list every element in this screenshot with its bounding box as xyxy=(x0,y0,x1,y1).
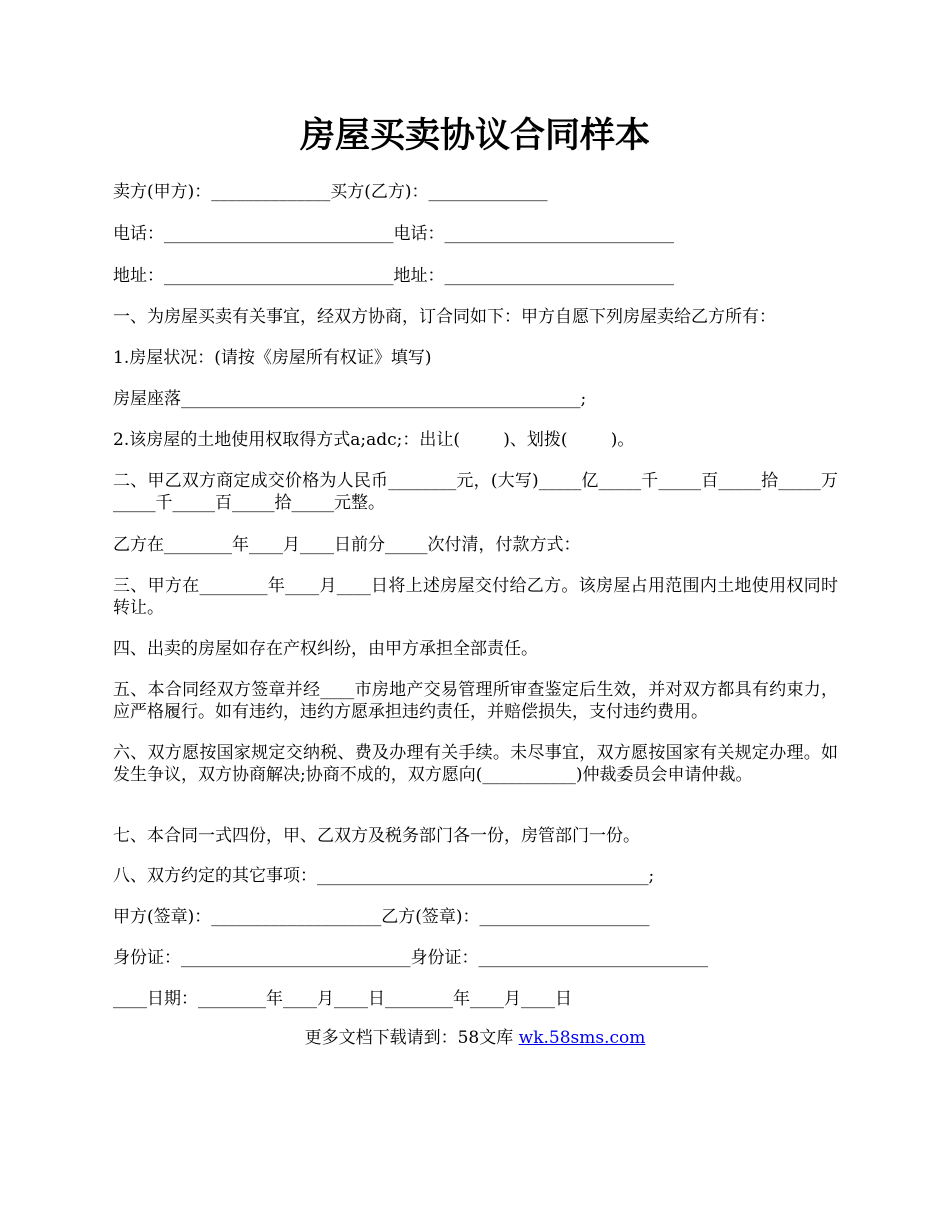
clause-2-price: 二、甲乙双方商定成交价格为人民币________元，(大写)_____亿_____千_____百_____拾_____万_____千_____百_____拾_____元整。 xyxy=(113,471,838,513)
house-status-line: 1.房屋状况：(请按《房屋所有权证》填写) xyxy=(113,348,432,368)
seller-buyer-line: 卖方(甲方)：______________买方(乙方)：______________ xyxy=(113,182,548,202)
clause-1-intro: 一、为房屋买卖有关事宜，经双方协商，订合同如下：甲方自愿下列房屋卖给乙方所有： xyxy=(113,307,776,327)
clause-6-taxes: 六、双方愿按国家规定交纳税、费及办理有关手续。未尽事宜，双方愿按国家有关规定办理。如发生争议，双方协商解决;协商不成的，双方愿向(___________)仲裁委员会申请仲裁。 xyxy=(113,743,838,785)
document-title: 房屋买卖协议合同样本 xyxy=(299,115,650,156)
clause-7-copies: 七、本合同一式四份，甲、乙双方及税务部门各一份，房管部门一份。 xyxy=(113,826,640,846)
signature-line: 甲方(签章)：____________________乙方(签章)：____________________ xyxy=(113,907,650,927)
house-location-line: 房屋座落_______________________________________________; xyxy=(113,389,587,409)
id-card-line: 身份证：___________________________身份证：___________________________ xyxy=(113,948,708,968)
footer-link[interactable]: wk.58sms.com xyxy=(518,1028,646,1048)
footer-text: 更多文档下载请到：58文库 xyxy=(304,1028,519,1048)
land-use-right-line: 2.该房屋的土地使用权取得方式a;adc;：出让( )、划拨( )。 xyxy=(113,430,635,450)
footer xyxy=(0,1027,950,1049)
payment-line: 乙方在________年____月____日前分_____次付清，付款方式： xyxy=(113,535,581,555)
clause-8-other: 八、双方约定的其它事项：_______________________________________; xyxy=(113,866,655,886)
phone-line: 电话：___________________________电话：___________________________ xyxy=(113,224,674,244)
date-line: ____日期：________年____月____日________年____月____日 xyxy=(113,989,572,1009)
clause-3-delivery: 三、甲方在________年____月____日将上述房屋交付给乙方。该房屋占用范围内土地使用权同时转让。 xyxy=(113,576,838,618)
clause-5-effect: 五、本合同经双方签章并经____市房地产交易管理所审查鉴定后生效，并对双方都具有约束力，应严格履行。如有违约，违约方愿承担违约责任，并赔偿损失，支付违约费用。 xyxy=(113,680,838,722)
address-line: 地址：___________________________地址：___________________________ xyxy=(113,266,674,286)
clause-4-dispute: 四、出卖的房屋如存在产权纠纷，由甲方承担全部责任。 xyxy=(113,639,538,659)
